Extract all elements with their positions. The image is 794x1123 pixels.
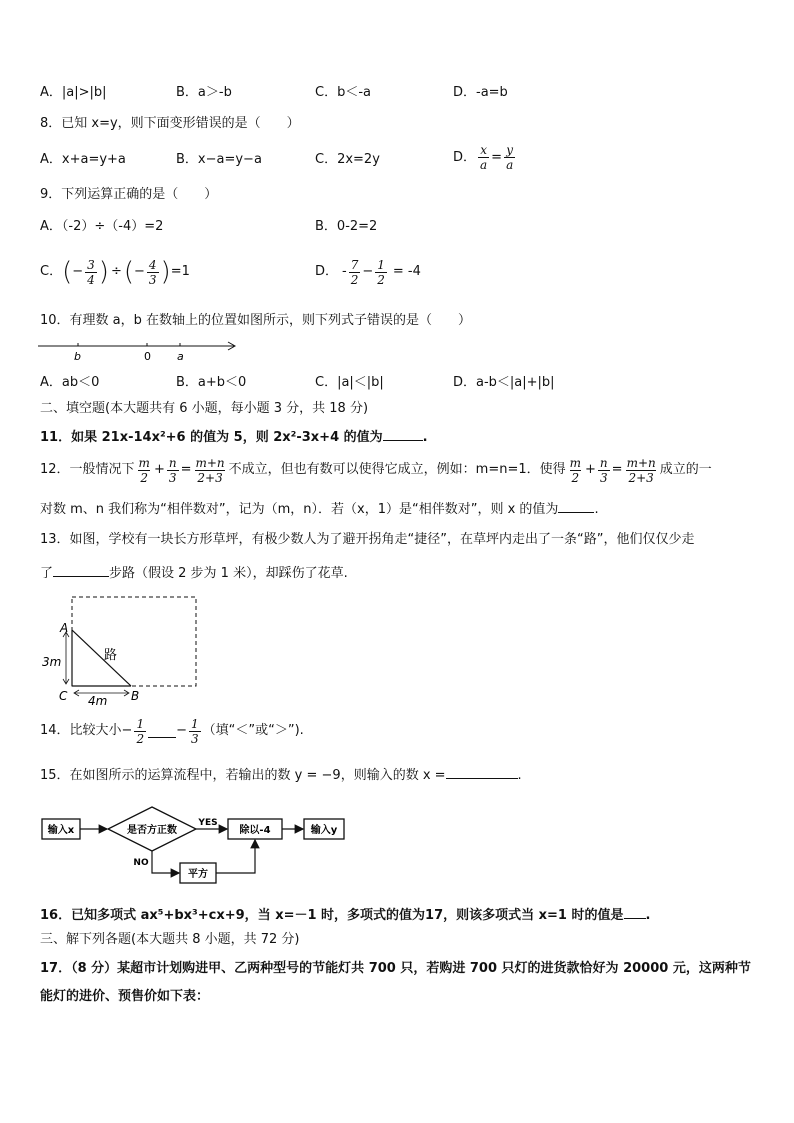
label-b: b [74,350,81,363]
road-path [72,630,131,686]
q10-option-a: A．ab＜0 [40,375,100,390]
q17-line2: 能灯的进价、预售价如下表： [40,989,210,1004]
fraction: $\frac{n}{3}$ [168,455,177,485]
q9-option-c: C． ( − $\frac{3}{4}$ ) ÷ ( − $\frac{4}{3}$ ) =1 [40,257,190,287]
fraction: $\frac{1}{2}$ [377,257,385,287]
fraction: 7 2 [350,257,359,287]
q8-stem: 8．已知 x=y，则下面变形错误的是（ ） [40,116,300,131]
q8-option-a: A．x+a=y+a [40,152,126,167]
answer-blank [624,905,646,919]
q12-line1: 12．一般情况下 m 2 + $\frac{n}{3}$ = $\frac{m+n}{2+3}$ 不成立，但也有数可以使得它成立，例如：m=n=1．使得 m 2 + $\frac{n}{3}$ = $\frac{m+n}{2+3}$ 成立的一 [40,455,712,485]
q14: 14．比较大小 − $\frac{1}{2}$ − $\frac{1}{3}$ （填“＜”或“＞”). [40,716,304,746]
q7-option-a: A．|a|>|b| [40,85,107,100]
output-label: 输入y [310,825,338,836]
q8-option-b: B．x−a=y−a [176,152,262,167]
answer-blank [558,499,594,513]
fraction: m 2 [138,455,150,485]
number-line-figure [36,336,246,366]
option-label: D． [453,149,477,165]
q15-stem: 15．在如图所示的运算流程中，若输出的数 y = −9，则输入的数 x = . [40,765,522,785]
q9-option-a: A．（-2）÷（-4）=2 [40,219,164,234]
side-cb-label: 4m [88,694,108,708]
answer-blank [446,765,518,779]
section-heading: 二、填空题(本大题共有 6 小题，每小题 3 分，共 18 分) [40,401,369,416]
flowchart-figure [38,802,358,890]
q10-option-c: C．|a|＜|b| [315,375,384,390]
fraction: $\frac{m+n}{2+3}$ [195,455,225,485]
square-label: 平方 [188,869,208,880]
section-heading: 三、解下列各题(本大题共 8 小题，共 72 分) [40,932,300,947]
road-label: 路 [104,648,118,663]
answer-blank [53,563,109,577]
q9-stem: 9．下列运算正确的是（ ） [40,187,218,202]
label-zero: 0 [144,350,151,363]
answer-blank [383,427,423,441]
q10-stem: 10．有理数 a，b 在数轴上的位置如图所示，则下列式子错误的是（ ） [40,313,472,328]
fraction: $\frac{3}{4}$ [87,257,95,287]
fraction: $\frac{x}{a}$ [480,143,488,172]
point-b: B [131,689,140,703]
lawn-figure [38,590,208,708]
fraction: $\frac{y}{a}$ [506,143,514,172]
answer-blank [148,724,176,738]
q17-line1: 17．（8 分）某超市计划购进甲、乙两种型号的节能灯共 700 只，若购进 700 只灯的进货款恰好为 20000 元，这两种节 [40,961,751,976]
q16: 16．已知多项式 ax⁵+bx³+cx+9，当 x=－1 时，多项式的值为17，则该多项式当 x=1 时的值是 . [40,905,650,925]
fraction: $\frac{4}{3}$ [148,257,157,287]
q9-option-d: D． - 7 2 − $\frac{1}{2}$ = -4 [315,257,421,287]
q8-option-c: C．2x=2y [315,152,380,167]
q10-option-b: B．a+b＜0 [176,375,247,390]
q11: 11．如果 21x-14x²+6 的值为 5，则 2x²-3x+4 的值为 . [40,427,428,447]
fraction: $\frac{m+n}{2+3}$ [626,455,656,485]
divide-label: 除以-4 [239,825,271,836]
input-label: 输入x [47,825,75,836]
equals-sign: = [491,149,503,165]
fraction: $\frac{1}{3}$ [191,716,199,746]
q7-option-d: D．-a=b [453,85,508,100]
lawn-rectangle [72,597,196,686]
q13-line2: 了 步路（假设 2 步为 1 米），却踩伤了花草. [40,563,348,583]
q7-option-b: B．a＞-b [176,85,232,100]
yes-label: YES [198,818,218,828]
label-a: a [177,350,184,363]
q7-option-c: C．b＜-a [315,85,371,100]
q9-option-b: B．0-2=2 [315,219,378,234]
q13-line1: 13．如图，学校有一块长方形草坪，有极少数人为了避开拐角走“捷径”，在草坪内走出了一条“路”，他们仅仅少走 [40,532,695,547]
q10-option-d: D．a-b＜|a|+|b| [453,375,555,390]
point-a: A [60,621,69,635]
q12-line2: 对数 m、n 我们称为“相伴数对”，记为（m，n）．若（x，1）是“相伴数对”，则 x 的值为 . [40,499,599,519]
point-c: C [59,689,68,703]
no-label: NO [133,858,149,868]
fraction: $\frac{1}{2}$ [136,716,145,746]
side-ac-label: 3m [42,655,62,669]
decision-label: 是否方正数 [127,825,177,836]
fraction: $\frac{n}{3}$ [599,455,608,485]
fraction: m 2 [569,455,582,485]
q8-option-d [453,143,517,172]
